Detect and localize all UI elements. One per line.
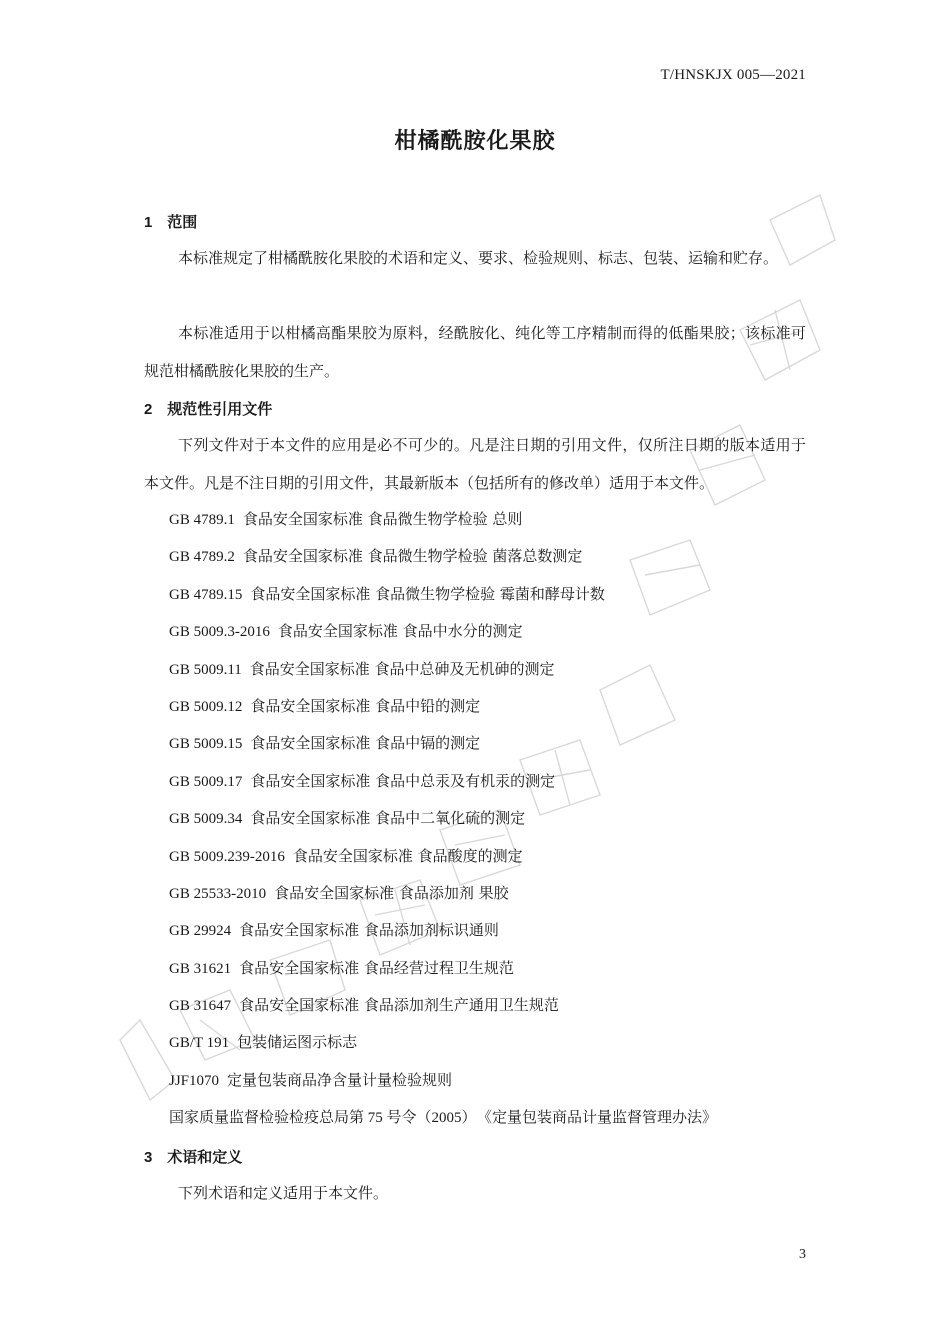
page-number: 3 xyxy=(799,1247,806,1262)
reference-item xyxy=(169,1028,717,1065)
reference-code: GB 25533-2010 xyxy=(169,885,267,902)
reference-item xyxy=(169,879,717,916)
reference-code: GB/T 191 xyxy=(169,1035,230,1052)
document-title: 柑橘酰胺化果胶 xyxy=(394,129,556,154)
reference-code: GB 5009.3-2016 xyxy=(169,624,270,641)
reference-title: 食品安全国家标准 食品微生物学检验 菌落总数测定 xyxy=(242,547,583,566)
reference-code: GB 4789.2 xyxy=(169,549,235,566)
section-1-paragraph-1: 本标准规定了柑橘酰胺化果胶的术语和定义、要求、检验规则、标志、包装、运输和贮存。 xyxy=(178,249,779,267)
reference-title: 食品安全国家标准 食品添加剂标识通则 xyxy=(239,921,499,940)
reference-item xyxy=(169,916,717,953)
reference-code: 国家质量监督检验检疫总局第 75 号令（2005） xyxy=(169,1110,477,1127)
reference-code: GB 5009.17 xyxy=(169,773,243,790)
reference-title: 食品安全国家标准 食品添加剂 果胶 xyxy=(274,883,509,902)
reference-title: 食品安全国家标准 食品中镉的测定 xyxy=(250,734,481,753)
reference-title: 食品安全国家标准 食品中总汞及有机汞的测定 xyxy=(250,771,556,790)
reference-item xyxy=(169,1066,717,1103)
reference-title: 食品安全国家标准 食品经营过程卫生规范 xyxy=(239,958,514,977)
reference-code: GB 31647 xyxy=(169,998,232,1015)
reference-item xyxy=(169,692,717,729)
section-1-heading xyxy=(144,211,197,232)
section-number: 1 xyxy=(144,214,153,231)
reference-title: 食品安全国家标准 食品中铅的测定 xyxy=(250,696,481,715)
reference-code: GB 31621 xyxy=(169,960,232,977)
section-1-paragraph-2: 本标准适用于以柑橘高酯果胶为原料，经酰胺化、纯化等工序精制而得的低酯果胶；该标准可规范柑橘酰胺化果胶的生产。 xyxy=(144,324,806,380)
reference-item xyxy=(169,617,717,654)
reference-item xyxy=(169,1103,717,1140)
reference-list xyxy=(169,505,717,1141)
section-2-heading xyxy=(144,398,272,419)
reference-title: 食品安全国家标准 食品微生物学检验 总则 xyxy=(242,510,523,528)
reference-title: 《定量包装商品计量监督管理办法》 xyxy=(484,1108,718,1127)
reference-title: 食品安全国家标准 食品中总砷及无机砷的测定 xyxy=(249,659,555,678)
reference-title: 食品安全国家标准 食品中水分的测定 xyxy=(277,622,523,641)
reference-code: JJF1070 xyxy=(169,1072,220,1089)
reference-code: GB 4789.15 xyxy=(169,586,243,603)
reference-item xyxy=(169,804,717,841)
reference-item xyxy=(169,655,717,692)
reference-item xyxy=(169,767,717,804)
reference-title: 食品安全国家标准 食品酸度的测定 xyxy=(292,846,523,865)
section-2-paragraph-1: 下列文件对于本文件的应用是必不可少的。凡是注日期的引用文件，仅所注日期的版本适用于本文件。凡是不注日期的引用文件，其最新版本（包括所有的修改单）适用于本文件。 xyxy=(144,436,806,492)
reference-code: GB 5009.11 xyxy=(169,661,242,678)
reference-code: GB 5009.15 xyxy=(169,736,243,753)
reference-item xyxy=(169,729,717,766)
reference-title: 包装储运图示标志 xyxy=(237,1033,358,1052)
reference-code: GB 4789.1 xyxy=(169,512,235,528)
reference-code: GB 5009.34 xyxy=(169,811,243,828)
reference-item xyxy=(169,991,717,1028)
reference-code: GB 29924 xyxy=(169,923,232,940)
reference-item xyxy=(169,954,717,991)
document-code: T/HNSKJX 005—2021 xyxy=(660,67,806,83)
reference-item xyxy=(169,505,717,542)
reference-code: GB 5009.12 xyxy=(169,698,243,715)
reference-item xyxy=(169,842,717,879)
reference-code: GB 5009.239-2016 xyxy=(169,848,285,865)
reference-item xyxy=(169,580,717,617)
section-title: 范围 xyxy=(167,213,198,231)
reference-item xyxy=(169,542,717,579)
section-title: 术语和定义 xyxy=(167,1148,243,1166)
section-3-paragraph-1: 下列术语和定义适用于本文件。 xyxy=(178,1184,389,1202)
reference-title: 食品安全国家标准 食品微生物学检验 霉菌和酵母计数 xyxy=(250,584,605,603)
section-3-heading xyxy=(144,1146,242,1167)
section-number: 2 xyxy=(144,401,153,418)
section-title: 规范性引用文件 xyxy=(167,400,273,418)
section-number: 3 xyxy=(144,1149,153,1166)
reference-title: 定量包装商品净含量计量检验规则 xyxy=(227,1070,453,1089)
reference-title: 食品安全国家标准 食品添加剂生产通用卫生规范 xyxy=(239,996,559,1015)
reference-title: 食品安全国家标准 食品中二氧化硫的测定 xyxy=(250,809,526,828)
